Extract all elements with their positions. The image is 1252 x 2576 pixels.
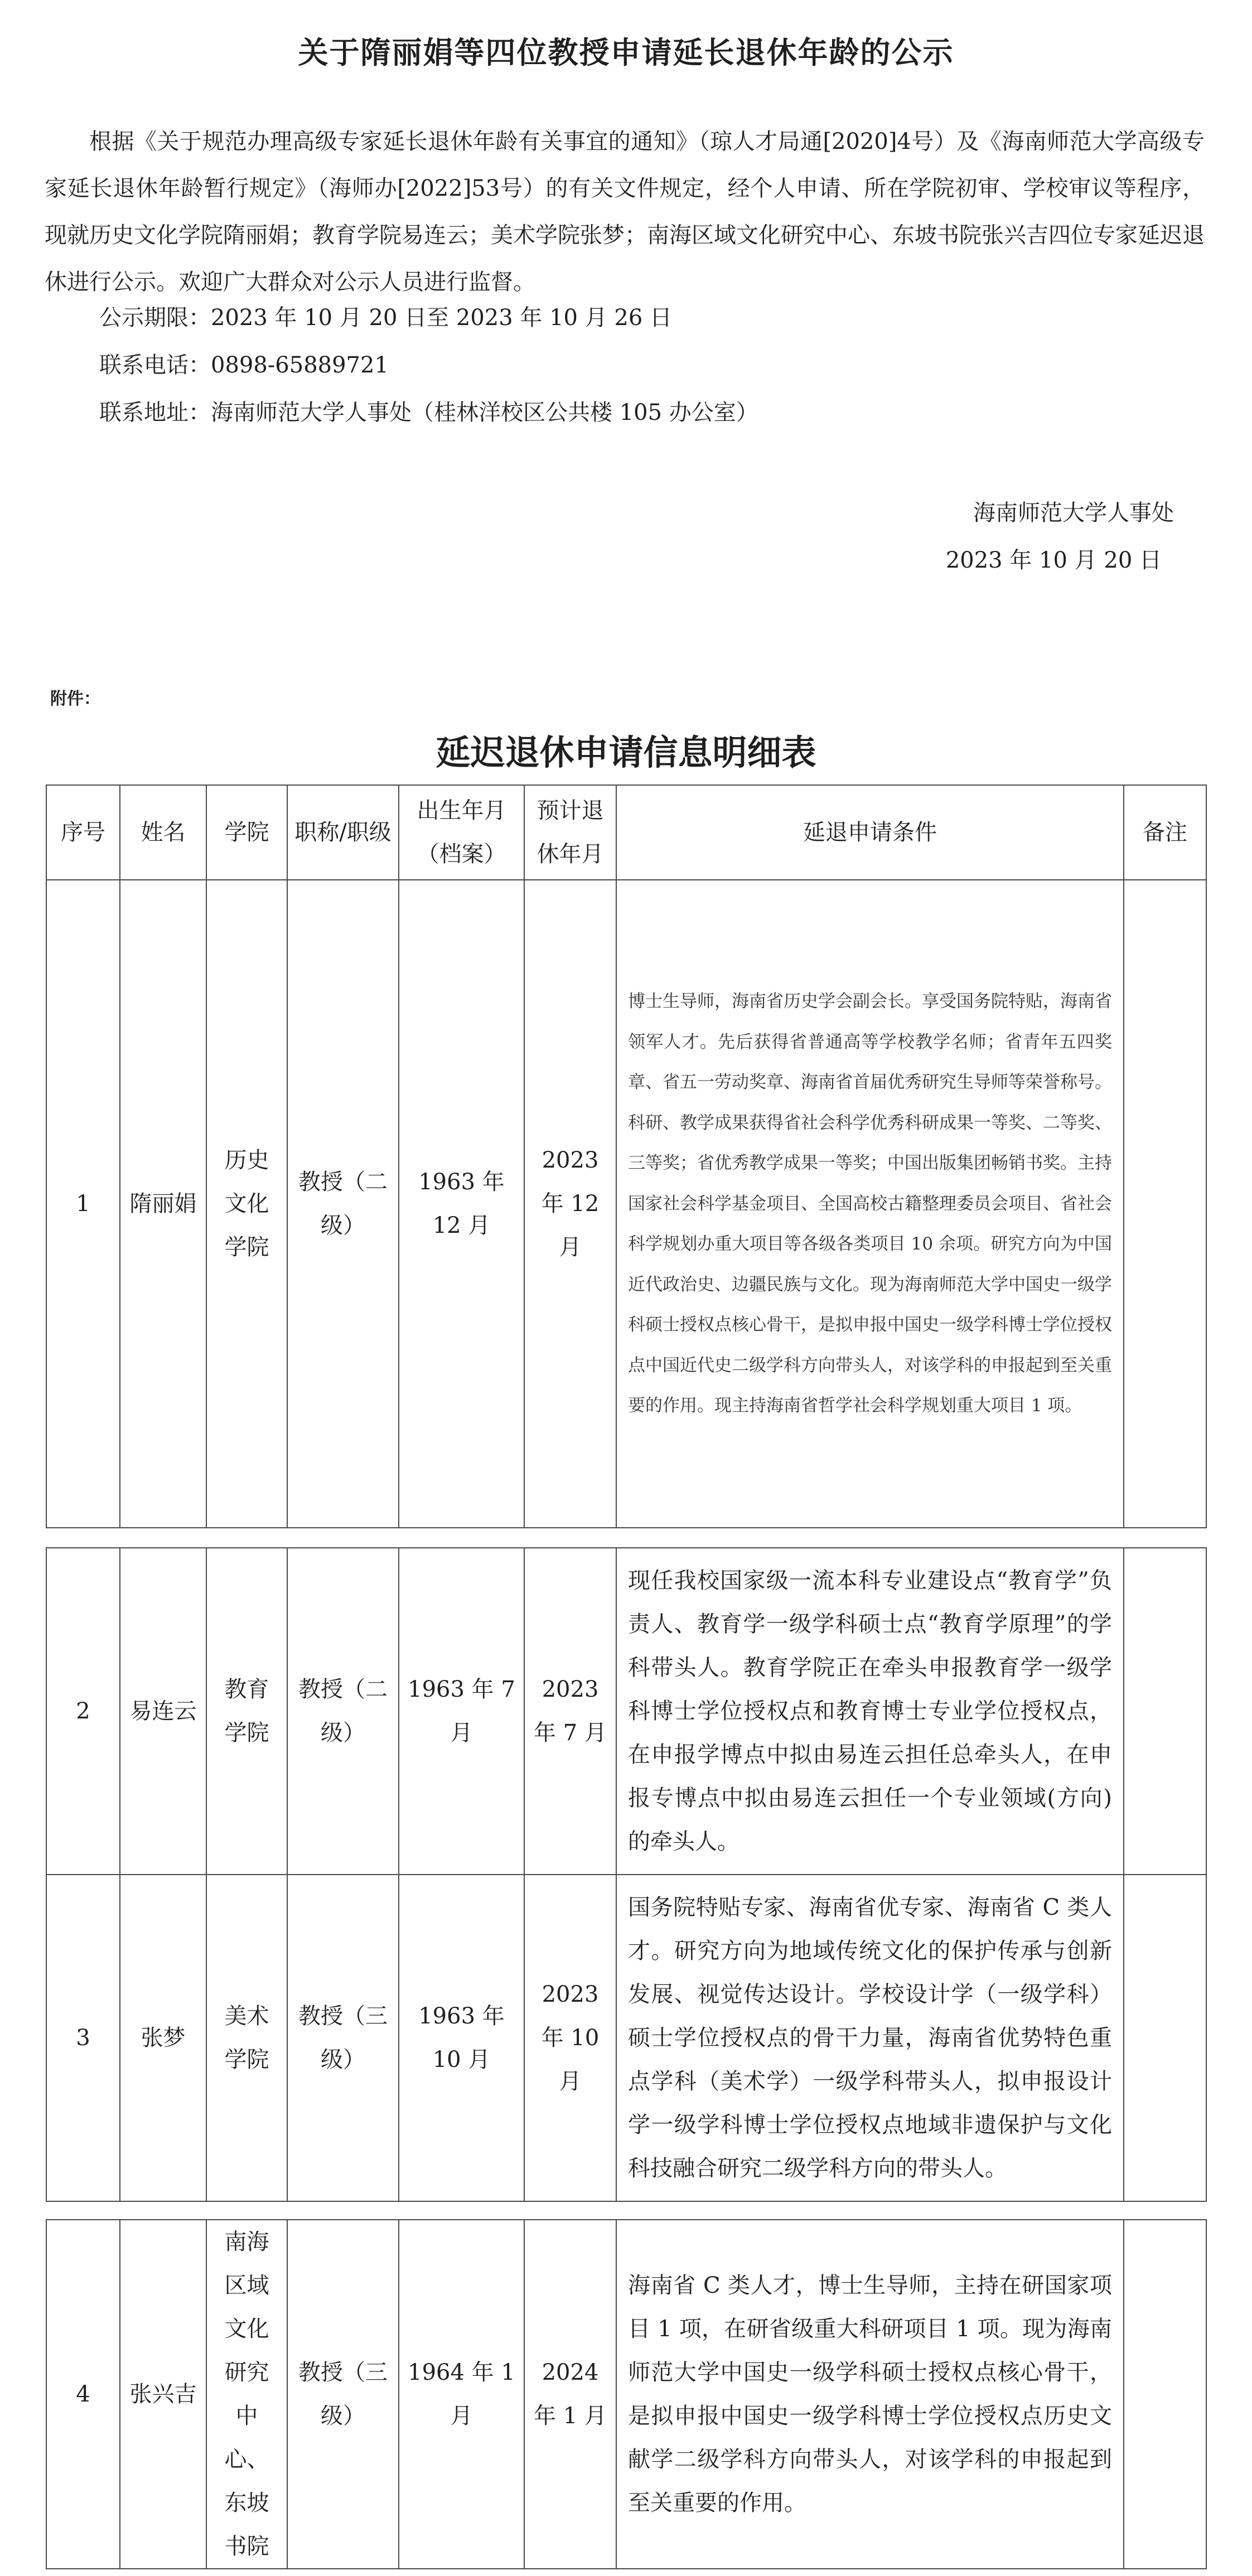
cell-note — [1124, 1875, 1206, 2201]
cell-retire: 2023 年 7 月 — [524, 1548, 616, 1875]
notice-phone: 联系电话：0898-65889721 — [99, 352, 389, 378]
cell-college: 教育学院 — [206, 1548, 287, 1875]
cell-retire: 2023 年 10 月 — [524, 1875, 616, 2201]
table-row — [46, 880, 1206, 1528]
attachment-label: 附件： — [50, 689, 100, 709]
cell-birth: 1963 年 10 月 — [399, 1875, 524, 2201]
header-retire: 预计退休年月 — [524, 785, 616, 880]
table-header-row — [46, 785, 1206, 880]
cell-note — [1124, 2220, 1206, 2569]
sign-organization: 海南师范大学人事处 — [973, 500, 1174, 526]
table-row — [46, 1548, 1206, 1875]
cell-birth: 1964 年 1 月 — [399, 2220, 524, 2569]
header-birth: 出生年月（档案） — [399, 785, 524, 880]
cell-rank: 教授（三级） — [287, 1875, 399, 2201]
table-row — [46, 1875, 1206, 2201]
cell-note — [1124, 1548, 1206, 1875]
cell-name: 易连云 — [120, 1548, 206, 1875]
notice-body: 根据《关于规范办理高级专家延长退休年龄有关事宜的通知》（琼人才局通[2020]4号）及《海南师范大学高级专家延长退休年龄暂行规定》（海师办[2022]53号）的有关文件规定，经个人申请、所在学院初审、学校审议等程序，现就历史文化学院隋丽娟；教育学院易连云；美术学院张梦；南海区域文化研究中心、东坡书院张兴吉四位专家延迟退休进行公示。欢迎广大群众对公示人员进行监督。 — [45, 129, 1205, 295]
cell-name: 张梦 — [120, 1875, 206, 2201]
notice-period: 公示期限：2023 年 10 月 20 日至 2023 年 10 月 26 日 — [99, 305, 673, 331]
cell-no: 4 — [46, 2220, 120, 2569]
detail-table-part-1 — [46, 785, 1207, 1528]
cell-no: 1 — [46, 880, 120, 1528]
header-condition: 延退申请条件 — [616, 785, 1124, 880]
cell-condition: 现任我校国家级一流本科专业建设点“教育学”负责人、教育学一级学科硕士点“教育学原理”的学科带头人。教育学院正在牵头申报教育学一级学科博士学位授权点和教育博士专业学位授权点，在申报学博点中拟由易连云担任总牵头人，在申报专博点中拟由易连云担任一个专业领域(方向)的牵头人。 — [616, 1548, 1124, 1875]
table-title: 延迟退休申请信息明细表 — [436, 732, 816, 773]
notice-title: 关于隋丽娟等四位教授申请延长退休年龄的公示 — [298, 35, 954, 70]
cell-college: 历史文化学院 — [206, 880, 287, 1528]
header-college: 学院 — [206, 785, 287, 880]
notice-address: 联系地址：海南师范大学人事处（桂林洋校区公共楼 105 办公室） — [99, 400, 758, 425]
cell-retire: 2023 年 12 月 — [524, 880, 616, 1528]
cell-condition: 海南省 C 类人才，博士生导师，主持在研国家项目 1 项，在研省级重大科研项目 1 项。现为海南师范大学中国史一级学科硕士授权点核心骨干，是拟申报中国史一级学科博士学位授权点历史文献学二级学科方向带头人，对该学科的申报起到至关重要的作用。 — [616, 2220, 1124, 2569]
cell-college: 美术学院 — [206, 1875, 287, 2201]
sign-date: 2023 年 10 月 20 日 — [945, 548, 1162, 573]
cell-no: 2 — [46, 1548, 120, 1875]
cell-note — [1124, 880, 1206, 1528]
cell-birth: 1963 年 12 月 — [399, 880, 524, 1528]
cell-condition: 博士生导师，海南省历史学会副会长。享受国务院特贴，海南省领军人才。先后获得省普通高等学校教学名师；省青年五四奖章、省五一劳动奖章、海南省首届优秀研究生导师等荣誉称号。科研、教学成果获得省社会科学优秀科研成果一等奖、二等奖、三等奖；省优秀教学成果一等奖；中国出版集团畅销书奖。主持国家社会科学基金项目、全国高校古籍整理委员会项目、省社会科学规划办重大项目等各级各类项目 10 余项。研究方向为中国近代政治史、边疆民族与文化。现为海南师范大学中国史一级学科硕士授权点核心骨干，是拟申报中国史一级学科博士学位授权点中国近代史二级学科方向带头人，对该学科的申报起到至关重要的作用。现主持海南省哲学社会科学规划重大项目 1 项。 — [616, 880, 1124, 1528]
cell-name: 张兴吉 — [120, 2220, 206, 2569]
cell-rank: 教授（二级） — [287, 1548, 399, 1875]
cell-condition: 国务院特贴专家、海南省优专家、海南省 C 类人才。研究方向为地域传统文化的保护传承与创新发展、视觉传达设计。学校设计学（一级学科）硕士学位授权点的骨干力量，海南省优势特色重点学科（美术学）一级学科带头人，拟申报设计学一级学科博士学位授权点地域非遗保护与文化科技融合研究二级学科方向的带头人。 — [616, 1875, 1124, 2201]
detail-table-part-3 — [46, 2219, 1207, 2569]
cell-retire: 2024 年 1 月 — [524, 2220, 616, 2569]
header-no: 序号 — [46, 785, 120, 880]
cell-rank: 教授（三级） — [287, 2220, 399, 2569]
cell-name: 隋丽娟 — [120, 880, 206, 1528]
table-row — [46, 2220, 1206, 2569]
cell-college: 南海区域文化研究中心、东坡书院 — [206, 2220, 287, 2569]
detail-table-part-2 — [46, 1547, 1207, 2202]
cell-no: 3 — [46, 1875, 120, 2201]
header-rank: 职称/职级 — [287, 785, 399, 880]
cell-rank: 教授（二级） — [287, 880, 399, 1528]
header-name: 姓名 — [120, 785, 206, 880]
cell-birth: 1963 年 7 月 — [399, 1548, 524, 1875]
header-note: 备注 — [1124, 785, 1206, 880]
